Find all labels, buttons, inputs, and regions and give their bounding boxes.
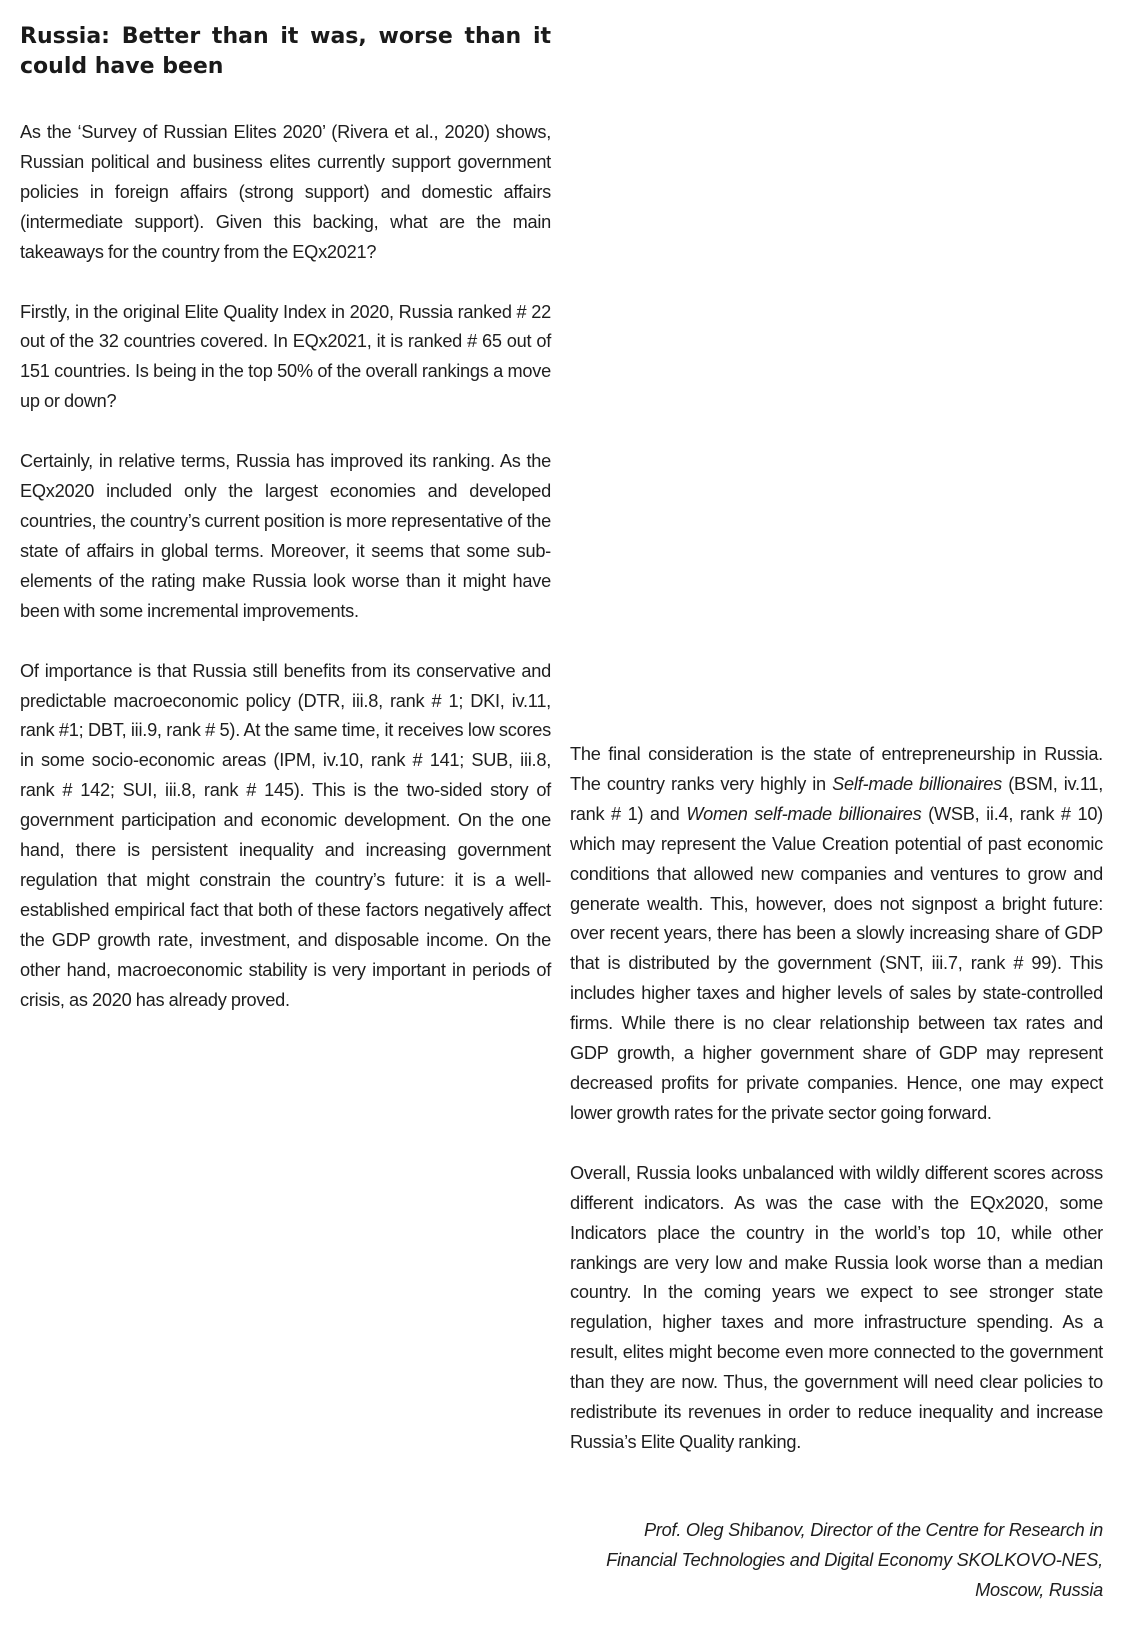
paragraph-overall: Overall, Russia looks unbalanced with wildly different scores across different indicators. As was the case with the EQx2020, some Indicators place the country in the world’s top 10, while other rankings are very low and make Russia look worse than a median country. In the coming years we expect to see stronger state regulation, higher taxes and more infrastructure spending. As a result, elites might become even more connected to the government than they are now. Thus, the government will need clear policies to redistribute its revenues in order to reduce inequality and increase Russia’s Elite Quality ranking. <box>570 1162 1103 1452</box>
signature-line-2: Financial Technologies and Digital Economy SKOLKOVO-NES, <box>606 1549 1103 1570</box>
text-run: (WSB, ii.4, rank # 10) which may represent the Value Creation potential of past economic conditions that allowed new companies and ventures to grow and generate wealth. This, however, does not signpost a bright future: over recent years, there has been a slowly increasing share of GDP that is distributed by the government (SNT, iii.7, rank # 99). This includes higher taxes and higher levels of sales by state-controlled firms. While there is no clear relationship between tax rates and GDP growth, a higher government share of GDP may represent decreased profits for private companies. Hence, one may expect lower growth rates for the private sector going forward. <box>570 803 1103 1123</box>
paragraph-survey: As the ‘Survey of Russian Elites 2020’ (Rivera et al., 2020) shows, Russian political and business elites currently support government policies in foreign affairs (strong support) and domestic affairs (intermediate support). Given this backing, what are the main takeaways for the country from the EQx2021? <box>20 122 551 262</box>
right-column <box>570 740 1103 1458</box>
text-run: (BSM, iv.11, rank # 1) and <box>570 773 1103 824</box>
signature-line-1: Prof. Oleg Shibanov, Director of the Centre for Research in <box>643 1520 1103 1540</box>
signature-line-3: Moscow, Russia <box>975 1579 1103 1600</box>
emphasis-self-made-billionaires: Self-made billionaires <box>832 773 1002 794</box>
paragraph-entrepreneurship <box>570 740 1103 1129</box>
emphasis-women-self-made-billionaires: Women self-made billionaires <box>686 803 922 824</box>
paragraph-ranking: Firstly, in the original Elite Quality Index in 2020, Russia ranked # 22 out of the 32 countries covered. In EQx2021, it is ranked # 65 out of 151 countries. Is being in the top 50% of the overall rankings a move up or down? <box>20 301 551 412</box>
author-signature <box>570 1516 1103 1606</box>
paragraph-relative-terms: Certainly, in relative terms, Russia has improved its ranking. As the EQx2020 included only the largest economies and developed countries, the country’s current position is more representative of the state of affairs in global terms. Moreover, it seems that some sub-elements of the rating make Russia look worse than it might have been with some incremental improvements. <box>20 451 551 621</box>
text-run: The final consideration is the state of entrepreneurship in Russia. The country ranks very highly in <box>570 744 1103 794</box>
paragraph-macroeconomic: Of importance is that Russia still benefits from its conservative and predictable macroeconomic policy (DTR, iii.8, rank # 1; DKI, iv.11, rank #1; DBT, iii.9, rank # 5). At the same time, it receives low scores in some socio-economic areas (IPM, iv.10, rank # 141; SUB, iii.8, rank # 142; SUI, iii.8, rank # 145). This is the two-sided story of government participation and economic development. On the one hand, there is persistent inequality and increasing government regulation that might constrain the country’s future: it is a well-established empirical fact that both of these factors negatively affect the GDP growth rate, investment, and disposable income. On the other hand, macroeconomic stability is very important in periods of crisis, as 2020 has already proved. <box>20 660 551 1010</box>
left-column <box>20 118 551 1015</box>
article-title: Russia: Better than it was, worse than it could have been <box>20 24 551 79</box>
